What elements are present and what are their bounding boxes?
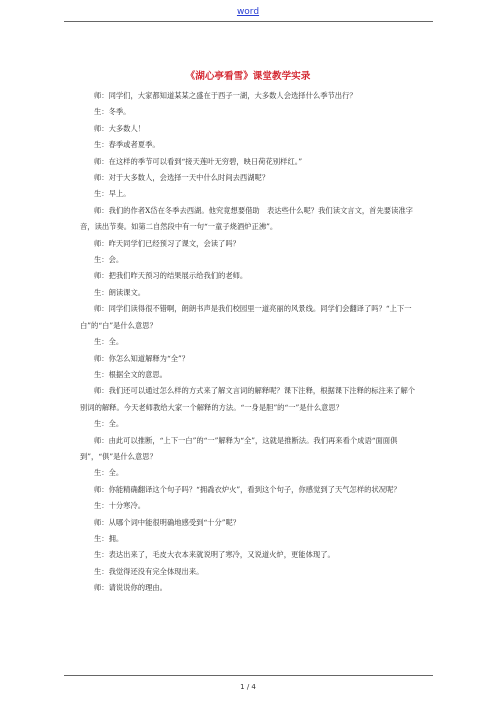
document-body	[80, 88, 420, 597]
dialogue-paragraph: 师：对于大多数人，会选择一天中什么时间去西湖呢？	[94, 173, 270, 183]
dialogue-paragraph: 生：全。	[94, 337, 124, 347]
dialogue-paragraph: 师：大多数人！	[94, 123, 146, 133]
page-number: 1 / 4	[240, 683, 256, 691]
dialogue-paragraph: 生：全。	[94, 468, 124, 478]
dialogue-paragraph: 师：在这样的季节可以看到“接天莲叶无穷碧，映日荷花别样红。”	[94, 156, 303, 166]
footer-divider	[64, 675, 433, 676]
dialogue-paragraph: 师：同学们读得很不错啊，朗朗书声是我们校园里一道亮丽的风景线。同学们会翻译了吗？“上下一白”的“白”是什么意思？	[80, 304, 412, 330]
dialogue-paragraph: 生：朗读课文。	[94, 287, 146, 297]
dialogue-paragraph: 师：同学们，大家都知道某某之盛在于西子一湖，大多数人会选择什么季节出行？	[94, 91, 357, 100]
dialogue-paragraph: 生：十分寒冷。	[94, 501, 146, 511]
header-word-link[interactable]: word	[236, 7, 260, 17]
dialogue-paragraph: 生：冬季。	[94, 107, 131, 117]
dialogue-paragraph: 师：从哪个词中能很明确地感受到“十分”呢？	[94, 517, 241, 527]
dialogue-paragraph: 生：全。	[94, 419, 124, 429]
header-divider	[64, 21, 433, 22]
dialogue-paragraph: 生：早上。	[94, 189, 131, 199]
dialogue-paragraph: 师：你怎么知道解释为“全”？	[94, 353, 190, 363]
dialogue-paragraph: 师：昨天同学们已经预习了课文，会读了吗？	[94, 238, 240, 248]
dialogue-paragraph: 生：会。	[94, 255, 124, 265]
dialogue-paragraph: 生：表达出来了，毛皮大衣本来就说明了寒冷，又说道火炉，更能体现了。	[94, 550, 335, 560]
dialogue-paragraph: 生：根据全文的意思。	[94, 369, 167, 379]
dialogue-paragraph: 生：我觉得还没有完全体现出来。	[94, 566, 204, 576]
dialogue-paragraph: 师：请说说你的理由。	[94, 583, 167, 593]
document-title: 《湖心亭看雪》课堂教学实录	[185, 71, 311, 82]
dialogue-paragraph: 师：你能精确翻译这个句子吗？“拥毳衣炉火”，看到这个句子，你感觉到了天气怎样的状况呢？	[94, 484, 401, 494]
dialogue-paragraph: 师：由此可以推断，“上下一白”的“一”解释为“全”，这就是推断法。我们再来看个成语“面面俱到”，“俱”是什么意思？	[80, 435, 398, 461]
dialogue-paragraph: 师：把我们昨天预习的结果展示给我们的老师。	[94, 271, 248, 281]
dialogue-paragraph: 生：春季或者夏季。	[94, 140, 160, 150]
dialogue-paragraph: 师：我们还可以通过怎么样的方式来了解文言词的解释呢？课下注释，根据课下注释的标注来了解个别词的解释。今天老师教给大家一个解释的方法。“一身是胆”的“一”是什么意思？	[80, 386, 416, 412]
dialogue-paragraph: 生：拥。	[94, 533, 124, 543]
dialogue-paragraph: 师：我们的作者X岱在冬季去西湖。他究竟想要借助 表达些什么呢？我们读文言文，首先要读准字音，读出节奏。如第二自然段中有一句“一童子烧酒炉正沸”。	[80, 205, 413, 232]
